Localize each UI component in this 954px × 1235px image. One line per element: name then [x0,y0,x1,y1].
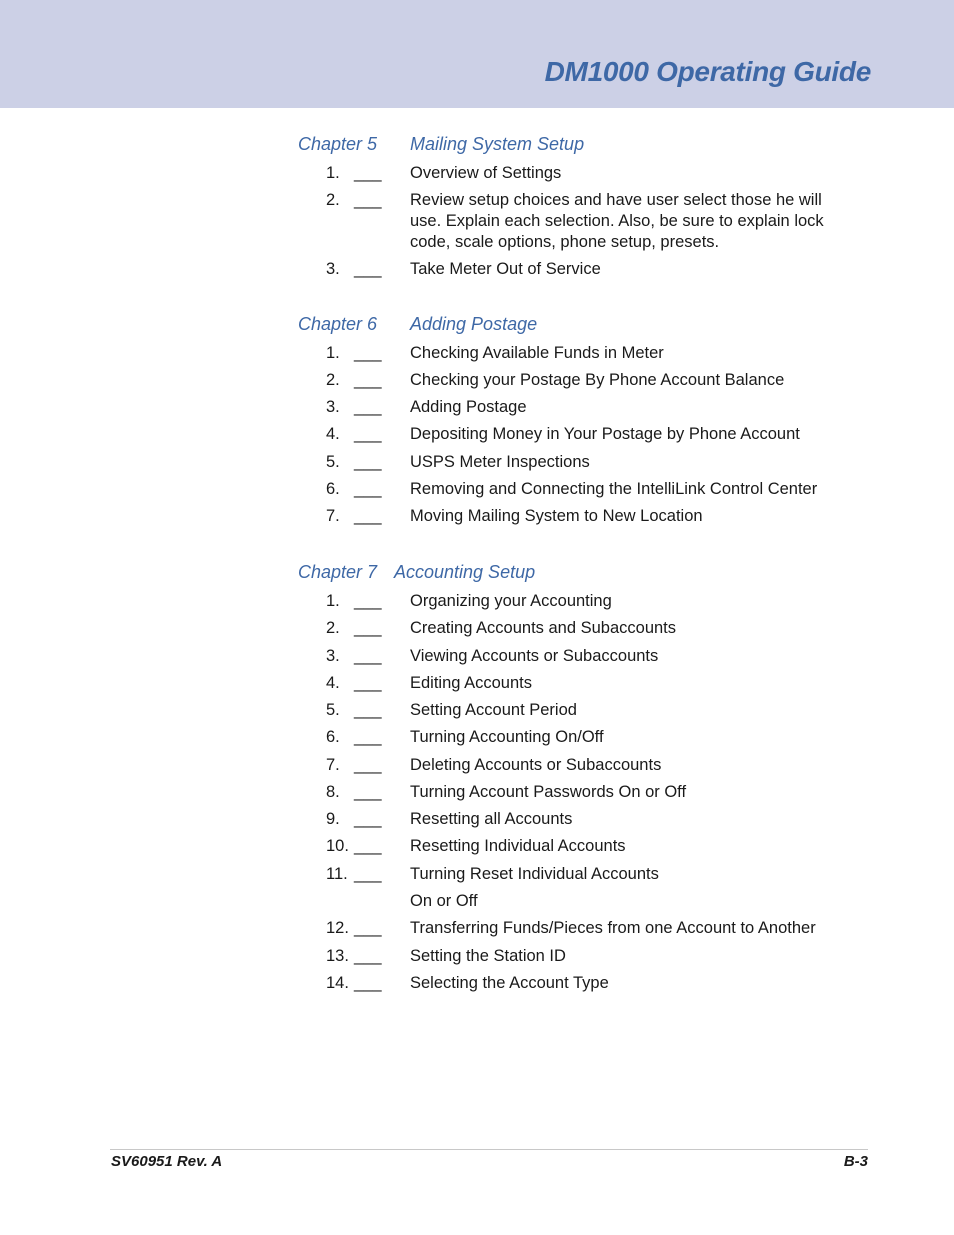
checkoff-blank: ___ [354,865,382,883]
item-number: 12. [326,919,349,937]
item-text: Moving Mailing System to New Location [410,507,703,525]
item-number: 6. [326,728,340,746]
item-text: Take Meter Out of Service [410,260,601,278]
checkoff-blank: ___ [354,592,382,610]
item-number: 10. [326,837,349,855]
item-number: 14. [326,974,349,992]
item-number: 2. [326,191,340,209]
item-text: Adding Postage [410,398,527,416]
item-number: 11. [326,865,348,883]
item-text: Removing and Connecting the IntelliLink Control Center [410,480,818,498]
checkoff-blank: ___ [354,191,382,209]
item-text: Transferring Funds/Pieces from one Account to Another [410,919,816,937]
chapter-number-label: Chapter 6 [298,314,378,334]
item-text: Editing Accounts [410,674,532,692]
checkoff-blank: ___ [354,974,382,992]
checkoff-blank: ___ [354,647,382,665]
chapter-heading-6 [298,313,538,335]
footer-divider [110,1149,868,1150]
checkoff-blank: ___ [354,507,382,525]
item-number: 1. [326,164,340,182]
chapter-title: Accounting Setup [394,562,536,582]
checkoff-blank: ___ [354,919,382,937]
checkoff-blank: ___ [354,398,382,416]
item-text: Turning Reset Individual Accounts [410,865,659,883]
checkoff-blank: ___ [354,260,382,278]
item-number: 1. [326,592,340,610]
item-text: Resetting Individual Accounts [410,837,626,855]
checkoff-blank: ___ [354,728,382,746]
item-text: Deleting Accounts or Subaccounts [410,756,662,774]
checkoff-blank: ___ [354,371,382,389]
item-text: Setting Account Period [410,701,577,719]
item-text: On or Off [410,892,478,910]
document-title: DM1000 Operating Guide [544,56,871,87]
checkoff-blank: ___ [354,344,382,362]
item-number: 4. [326,674,340,692]
checkoff-blank: ___ [354,453,382,471]
item-text: Checking Available Funds in Meter [410,344,664,362]
checkoff-blank: ___ [354,480,382,498]
item-text: Resetting all Accounts [410,810,573,828]
item-text: USPS Meter Inspections [410,453,590,471]
item-number: 3. [326,398,340,416]
checkoff-blank: ___ [354,701,382,719]
item-number: 2. [326,619,340,637]
checkoff-blank: ___ [354,837,382,855]
checkoff-blank: ___ [354,810,382,828]
item-number: 3. [326,260,340,278]
item-number: 3. [326,647,340,665]
item-text: Depositing Money in Your Postage by Phone Account [410,425,800,443]
item-text: Turning Account Passwords On or Off [410,783,687,801]
item-number: 7. [326,507,340,525]
checkoff-blank: ___ [354,619,382,637]
footer-doc-id: SV60951 Rev. A [111,1153,223,1170]
chapter-heading-5 [298,133,585,155]
item-text: Turning Accounting On/Off [410,728,604,746]
chapter-title: Adding Postage [410,314,538,334]
chapter-number-label: Chapter 5 [298,134,378,154]
item-number: 7. [326,756,340,774]
item-text: Overview of Settings [410,164,562,182]
item-text: Organizing your Accounting [410,592,612,610]
item-number: 4. [326,425,340,443]
chapter-heading-7 [298,561,536,583]
checkoff-blank: ___ [354,783,382,801]
item-number: 1. [326,344,340,362]
item-number: 6. [326,480,340,498]
item-text: Creating Accounts and Subaccounts [410,619,677,637]
item-number: 2. [326,371,340,389]
footer-page-number: B-3 [843,1153,868,1170]
item-text: Viewing Accounts or Subaccounts [410,647,659,665]
item-text: Setting the Station ID [410,947,566,965]
item-number: 5. [326,453,340,471]
checkoff-blank: ___ [354,756,382,774]
item-number: 5. [326,701,340,719]
checkoff-blank: ___ [354,674,382,692]
item-number: 8. [326,783,340,801]
item-text: Selecting the Account Type [410,974,609,992]
chapter-number-label: Chapter 7 [298,562,378,582]
checkoff-blank: ___ [354,947,382,965]
item-number: 13. [326,947,349,965]
item-text: Checking your Postage By Phone Account Balance [410,371,785,389]
item-number: 9. [326,810,340,828]
checkoff-blank: ___ [354,164,382,182]
chapter-title: Mailing System Setup [410,134,585,154]
item-text: Review setup choices and have user select those he will use. Explain each selection. Also, be sure to explain lock code, scale options, phone setup, presets. [410,191,824,251]
header-band [0,0,954,108]
checkoff-blank: ___ [354,425,382,443]
